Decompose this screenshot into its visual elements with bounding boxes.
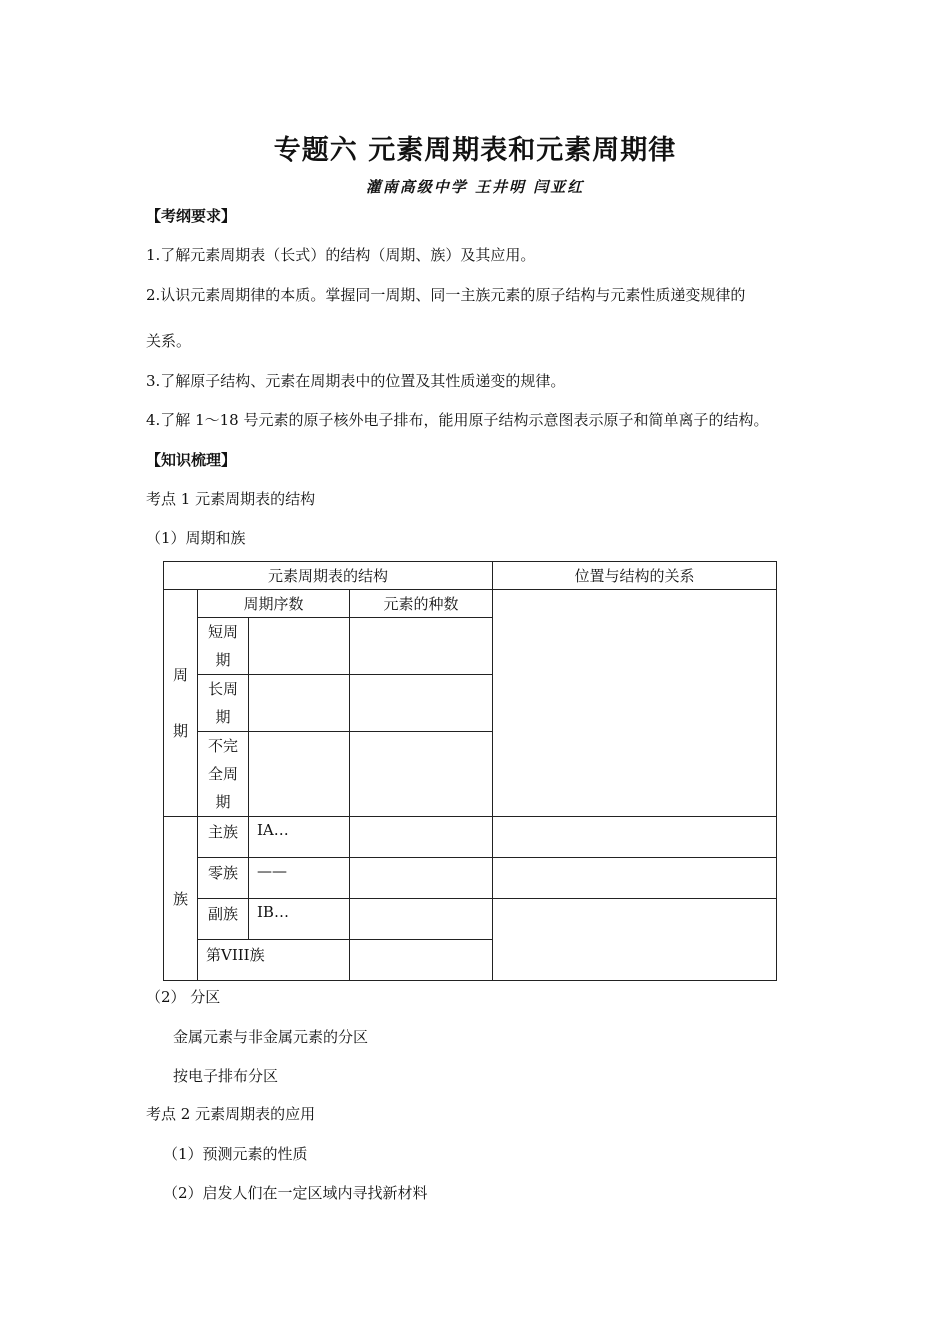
row-label-zero-group: 零族: [198, 858, 249, 899]
row-label-long-period: 长周 期: [198, 675, 249, 732]
zone-electron-config: 按电子排布分区: [173, 1067, 279, 1085]
main-group-relation-cell: [493, 817, 777, 858]
requirement-item-3: 3.了解原子结构、元素在周期表中的位置及其性质递变的规律。: [146, 372, 566, 390]
authors-line: 灌南高级中学 王井明 闫亚红: [365, 178, 585, 196]
section-heading-requirements: 【考纲要求】: [146, 207, 237, 225]
row-label-main-group: 主族: [198, 817, 249, 858]
row-label-group-viii: 第VIII族: [198, 940, 350, 981]
zone-metal-nonmetal: 金属元素与非金属元素的分区: [173, 1028, 369, 1046]
row-label-incomplete-period: 不完 全周 期: [198, 732, 249, 817]
zero-group-seq-cell: ——: [249, 858, 350, 899]
short-period-count-cell: [350, 618, 493, 675]
application-item-2: （2）启发人们在一定区域内寻找新材料: [163, 1184, 428, 1202]
row-label-sub-group: 副族: [198, 899, 249, 940]
requirement-item-4: 4.了解 1～18 号元素的原子核外电子排布，能用原子结构示意图表示原子和简单离子的结构。: [146, 411, 769, 429]
long-period-seq-cell: [249, 675, 350, 732]
long-period-count-cell: [350, 675, 493, 732]
short-period-seq-cell: [249, 618, 350, 675]
period-relation-cell: [493, 590, 777, 817]
periodic-structure-table: [163, 561, 777, 981]
row-label-short-period: 短周 期: [198, 618, 249, 675]
zero-group-count-cell: [350, 858, 493, 899]
point-2-heading: 考点 2 元素周期表的应用: [146, 1105, 316, 1123]
table-header-structure: 元素周期表的结构: [164, 562, 493, 590]
group-label-cell: 族: [164, 817, 198, 981]
incomplete-period-count-cell: [350, 732, 493, 817]
section-heading-knowledge: 【知识梳理】: [146, 451, 237, 469]
zero-group-relation-cell: [493, 858, 777, 899]
table-header-relation: 位置与结构的关系: [493, 562, 777, 590]
requirement-item-2-cont: 关系。: [146, 332, 192, 350]
application-item-1: （1）预测元素的性质: [163, 1145, 308, 1163]
sub-group-count-cell: [350, 899, 493, 940]
sub-group-relation-cell: [493, 899, 777, 981]
col-header-element-count: 元素的种数: [350, 590, 493, 618]
period-label: 周 期: [172, 666, 188, 740]
main-group-seq-cell: IA…: [249, 817, 350, 858]
incomplete-period-seq-cell: [249, 732, 350, 817]
period-label-cell: [164, 590, 198, 817]
sub-group-seq-cell: IB…: [249, 899, 350, 940]
requirement-item-1: 1.了解元素周期表（长式）的结构（周期、族）及其应用。: [146, 246, 536, 264]
col-header-period-seq: 周期序数: [198, 590, 350, 618]
subheading-period-group: （1）周期和族: [146, 529, 246, 547]
requirement-item-2: 2.认识元素周期律的本质。掌握同一周期、同一主族元素的原子结构与元素性质递变规律的: [146, 286, 746, 304]
group-viii-count-cell: [350, 940, 493, 981]
main-group-count-cell: [350, 817, 493, 858]
subheading-zones: （2） 分区: [146, 988, 221, 1006]
page-title: 专题六 元素周期表和元素周期律: [273, 135, 677, 166]
point-1-heading: 考点 1 元素周期表的结构: [146, 490, 316, 508]
